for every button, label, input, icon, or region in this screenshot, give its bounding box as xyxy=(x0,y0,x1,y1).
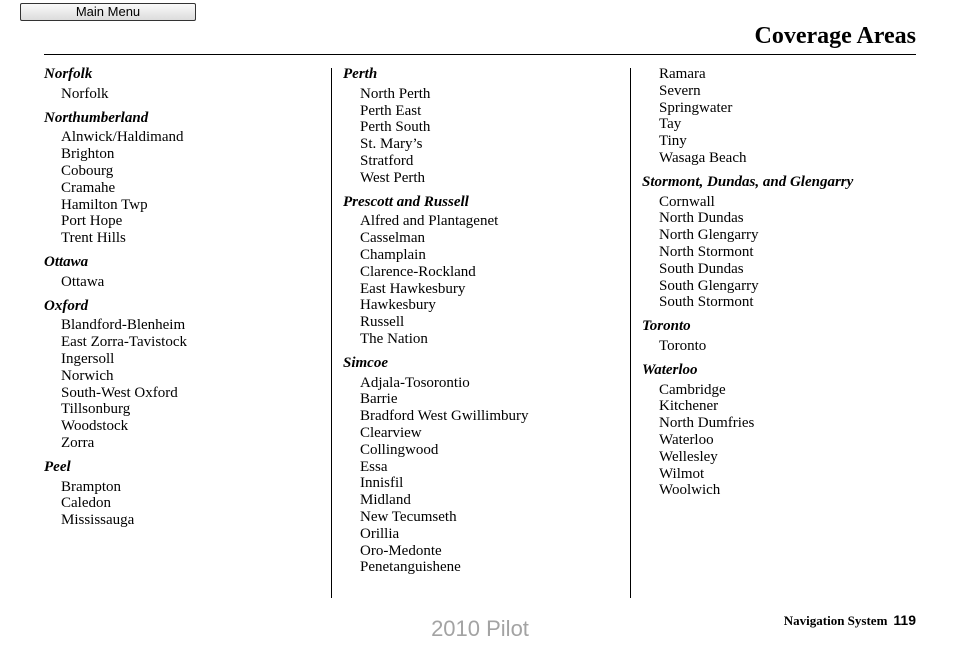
municipality-item: Penetanguishene xyxy=(360,559,461,576)
region-group xyxy=(44,110,334,247)
municipality-list xyxy=(642,194,932,312)
municipality-item: North Perth xyxy=(360,85,431,102)
municipality-item: Collingwood xyxy=(360,441,439,458)
region-group xyxy=(642,66,932,167)
municipality-item: Hamilton Twp xyxy=(61,196,148,213)
region-heading: Toronto xyxy=(642,318,691,335)
municipality-item: Mississauga xyxy=(61,512,135,529)
municipality-list xyxy=(44,317,334,451)
municipality-item: Essa xyxy=(360,458,388,475)
municipality-item: Clearview xyxy=(360,424,422,441)
region-group xyxy=(343,355,633,576)
municipality-item: Waterloo xyxy=(659,431,714,448)
region-group xyxy=(343,194,633,348)
region-heading: Waterloo xyxy=(642,361,698,378)
column-divider xyxy=(331,68,332,598)
municipality-item: Tiny xyxy=(659,133,687,150)
municipality-item: Innisfil xyxy=(360,475,404,492)
region-heading: Ottawa xyxy=(44,253,89,270)
coverage-column-3 xyxy=(642,66,932,499)
municipality-item: Stratford xyxy=(360,152,414,169)
region-heading: Simcoe xyxy=(343,354,388,371)
municipality-item: Bradford West Gwillimbury xyxy=(360,408,529,425)
municipality-item: Zorra xyxy=(61,434,95,451)
municipality-item: Adjala-Tosorontio xyxy=(360,374,470,391)
municipality-item: South Stormont xyxy=(659,294,754,311)
coverage-column-1 xyxy=(44,66,334,529)
municipality-item: South-West Oxford xyxy=(61,384,178,401)
municipality-list xyxy=(44,129,334,247)
municipality-item: Cramahe xyxy=(61,179,116,196)
municipality-item: East Hawkesbury xyxy=(360,280,466,297)
region-heading: Oxford xyxy=(44,297,89,314)
municipality-item: New Tecumseth xyxy=(360,508,457,525)
region-heading: Peel xyxy=(44,458,71,475)
municipality-list xyxy=(44,479,334,529)
municipality-item: Wellesley xyxy=(659,448,718,465)
municipality-item: Woodstock xyxy=(61,418,129,435)
municipality-list xyxy=(642,338,932,355)
municipality-item: South Dundas xyxy=(659,260,744,277)
section-name: Navigation System xyxy=(783,613,888,628)
region-group xyxy=(44,298,334,452)
municipality-item: Alnwick/Haldimand xyxy=(61,129,184,146)
column-divider xyxy=(630,68,631,598)
municipality-item: Perth South xyxy=(360,119,431,136)
municipality-item: St. Mary’s xyxy=(360,136,423,153)
region-heading: Northumberland xyxy=(44,109,149,126)
municipality-list xyxy=(343,375,633,577)
municipality-item: North Dumfries xyxy=(659,415,755,432)
municipality-item: Clarence-Rockland xyxy=(360,263,476,280)
municipality-item: Brighton xyxy=(61,146,115,163)
region-heading: Stormont, Dundas, and Glengarry xyxy=(642,173,854,190)
municipality-item: Oro-Medonte xyxy=(360,542,442,559)
municipality-item: North Dundas xyxy=(659,210,744,227)
municipality-item: Cobourg xyxy=(61,162,114,179)
region-group xyxy=(44,66,334,103)
municipality-list xyxy=(642,382,932,500)
municipality-list xyxy=(44,274,334,291)
municipality-item: Blandford-Blenheim xyxy=(61,317,186,334)
municipality-item: Springwater xyxy=(659,99,733,116)
municipality-item: Caledon xyxy=(61,495,111,512)
municipality-item: Woolwich xyxy=(659,482,721,499)
municipality-item: Norwich xyxy=(61,367,114,384)
municipality-item: Perth East xyxy=(360,102,422,119)
region-group xyxy=(44,254,334,291)
page-number: 119 xyxy=(893,612,916,628)
municipality-item: Champlain xyxy=(360,246,426,263)
header-rule xyxy=(44,54,916,55)
municipality-item: Brampton xyxy=(61,478,121,495)
region-group xyxy=(343,66,633,187)
municipality-item: The Nation xyxy=(360,330,428,347)
region-heading: Prescott and Russell xyxy=(343,193,469,210)
municipality-item: Midland xyxy=(360,492,411,509)
coverage-column-2 xyxy=(343,66,633,576)
municipality-item: Ingersoll xyxy=(61,350,115,367)
municipality-item: North Glengarry xyxy=(659,227,759,244)
municipality-item: Kitchener xyxy=(659,398,719,415)
municipality-item: Toronto xyxy=(659,337,707,354)
region-group xyxy=(642,362,932,499)
municipality-item: Casselman xyxy=(360,230,425,247)
region-group xyxy=(642,174,932,311)
municipality-list xyxy=(343,213,633,347)
municipality-item: Tillsonburg xyxy=(61,401,131,418)
watermark: 2010 Pilot xyxy=(431,616,529,641)
municipality-item: Severn xyxy=(659,82,701,99)
municipality-item: West Perth xyxy=(360,169,426,186)
municipality-item: Ramara xyxy=(659,66,706,82)
municipality-item: East Zorra-Tavistock xyxy=(61,334,187,351)
municipality-item: Cambridge xyxy=(659,381,726,398)
municipality-item: Barrie xyxy=(360,391,398,408)
region-group xyxy=(642,318,932,355)
main-menu-button[interactable]: Main Menu xyxy=(20,3,196,21)
municipality-item: Ottawa xyxy=(61,273,105,290)
region-heading: Perth xyxy=(343,66,378,82)
municipality-item: Port Hope xyxy=(61,213,123,230)
municipality-item: Wilmot xyxy=(659,465,705,482)
region-group xyxy=(44,459,334,529)
page-title: Coverage Areas xyxy=(754,23,916,49)
region-heading: Norfolk xyxy=(44,66,93,82)
municipality-item: Tay xyxy=(659,116,682,133)
municipality-item: North Stormont xyxy=(659,243,754,260)
municipality-item: Russell xyxy=(360,314,405,331)
municipality-item: Alfred and Plantagenet xyxy=(360,213,499,230)
municipality-item: Wasaga Beach xyxy=(659,149,747,166)
municipality-item: Hawkesbury xyxy=(360,297,436,314)
municipality-item: South Glengarry xyxy=(659,277,759,294)
municipality-item: Cornwall xyxy=(659,193,715,210)
municipality-list xyxy=(44,86,334,103)
municipality-item: Trent Hills xyxy=(61,230,126,247)
municipality-list xyxy=(642,66,932,167)
municipality-item: Orillia xyxy=(360,525,400,542)
municipality-list xyxy=(343,86,633,187)
municipality-item: Norfolk xyxy=(61,85,109,102)
